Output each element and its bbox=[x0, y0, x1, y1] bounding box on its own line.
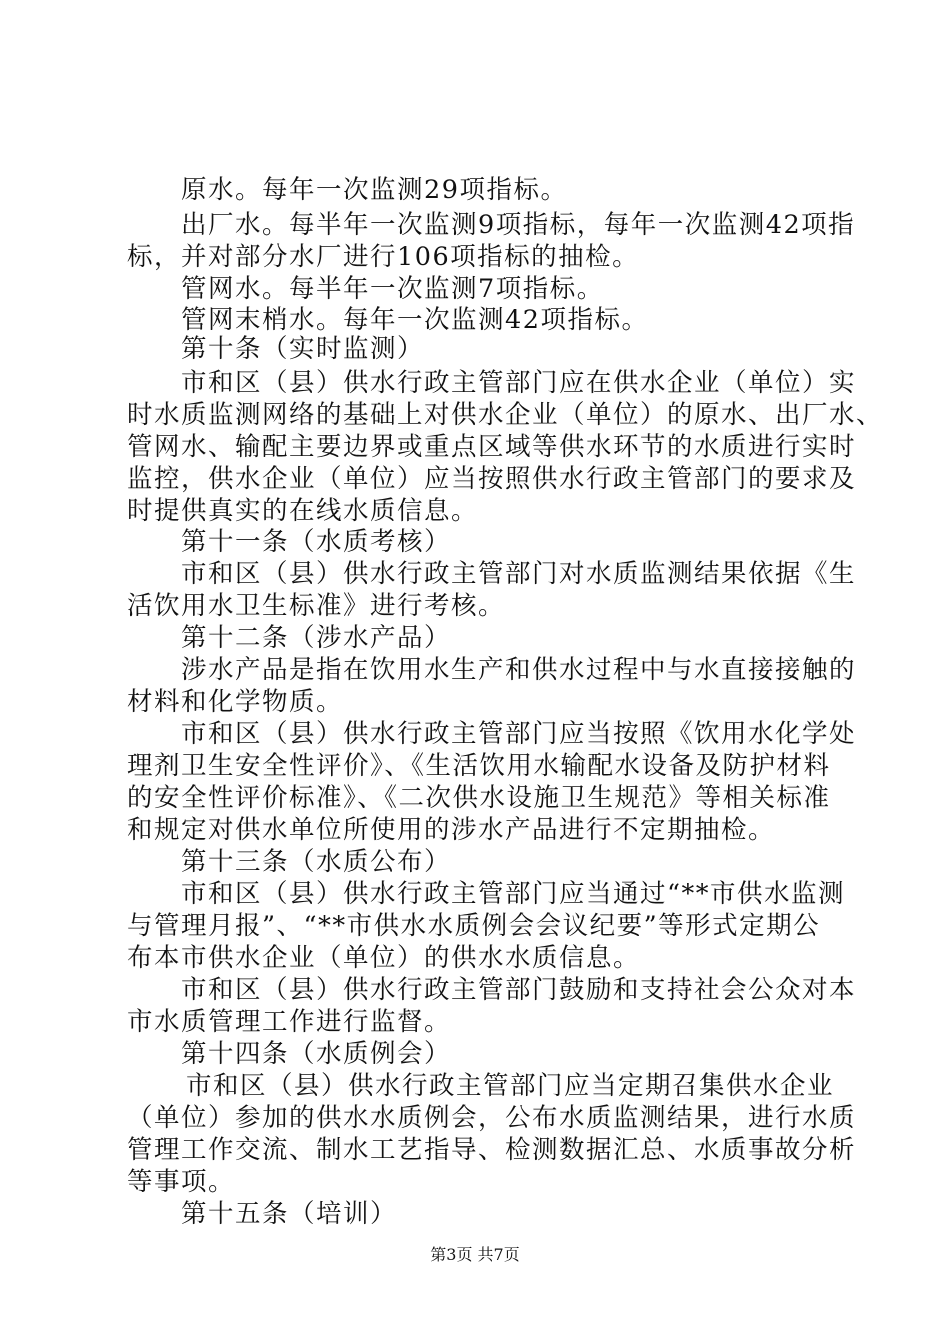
article-heading: 第十二条（涉水产品） bbox=[181, 623, 452, 653]
text-line: 市和区（县）供水行政主管部门对水质监测结果依据《生 bbox=[181, 559, 857, 589]
article-heading: 第十五条（培训） bbox=[181, 1199, 398, 1229]
text-line: 管网水、输配主要边界或重点区域等供水环节的水质进行实时 bbox=[127, 432, 857, 462]
text-line: 原水。每年一次监测29项指标。 bbox=[181, 175, 568, 205]
text-line: 理剂卫生安全性评价》、《生活饮用水输配水设备及防护材料 bbox=[127, 751, 831, 781]
text-line: 的安全性评价标准》、《二次供水设施卫生规范》等相关标准 bbox=[127, 783, 831, 813]
text-line: 出厂水。每半年一次监测9项指标，每年一次监测42项指 bbox=[181, 210, 856, 240]
text-line: 标，并对部分水厂进行106项指标的抽检。 bbox=[127, 242, 640, 272]
text-line: 管理工作交流、制水工艺指导、检测数据汇总、水质事故分析 bbox=[127, 1135, 857, 1165]
text-line: 管网水。每半年一次监测7项指标。 bbox=[181, 274, 604, 304]
text-line: 市和区（县）供水行政主管部门应在供水企业（单位）实 bbox=[181, 368, 857, 398]
article-heading: 第十四条（水质例会） bbox=[181, 1039, 452, 1069]
text-line: 时水质监测网络的基础上对供水企业（单位）的原水、出厂水、 bbox=[127, 400, 884, 430]
text-line: 和规定对供水单位所使用的涉水产品进行不定期抽检。 bbox=[127, 815, 776, 845]
text-line: 活饮用水卫生标准》进行考核。 bbox=[127, 591, 506, 621]
text-line: 等事项。 bbox=[127, 1167, 236, 1197]
text-line: 市和区（县）供水行政主管部门鼓励和支持社会公众对本 bbox=[181, 975, 857, 1005]
text-line: 市水质管理工作进行监督。 bbox=[127, 1007, 452, 1037]
page-footer: 第3页 共7页 bbox=[430, 1245, 520, 1264]
text-line: 监控，供水企业（单位）应当按照供水行政主管部门的要求及 bbox=[127, 464, 857, 494]
text-line: 涉水产品是指在饮用水生产和供水过程中与水直接接触的 bbox=[181, 655, 857, 685]
text-line: 市和区（县）供水行政主管部门应当通过“**市供水监测 bbox=[181, 879, 846, 909]
text-line: 布本市供水企业（单位）的供水水质信息。 bbox=[127, 943, 641, 973]
article-heading: 第十一条（水质考核） bbox=[181, 527, 452, 557]
text-line: 市和区（县）供水行政主管部门应当定期召集供水企业 bbox=[186, 1071, 835, 1101]
text-line: 材料和化学物质。 bbox=[127, 687, 344, 717]
article-heading: 第十条（实时监测） bbox=[181, 334, 425, 364]
text-line: （单位）参加的供水水质例会，公布水质监测结果，进行水质 bbox=[127, 1103, 857, 1133]
text-line: 与管理月报”、“**市供水水质例会会议纪要”等形式定期公 bbox=[127, 911, 821, 941]
article-heading: 第十三条（水质公布） bbox=[181, 847, 452, 877]
text-line: 时提供真实的在线水质信息。 bbox=[127, 496, 479, 526]
text-line: 市和区（县）供水行政主管部门应当按照《饮用水化学处 bbox=[181, 719, 857, 749]
text-line: 管网末梢水。每年一次监测42项指标。 bbox=[181, 305, 649, 335]
